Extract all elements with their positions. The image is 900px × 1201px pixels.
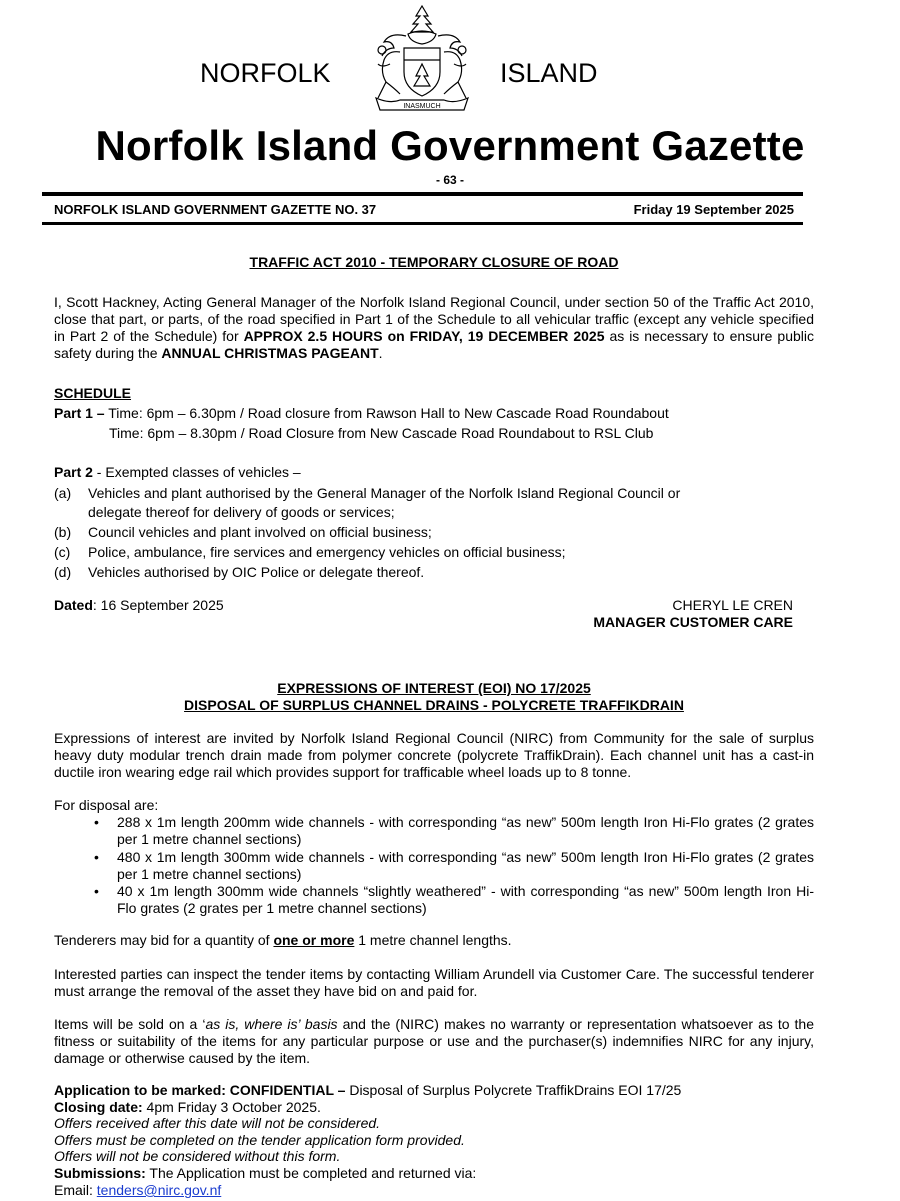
schedule-part1-line2: Time: 6pm – 8.30pm / Road Closure from New Cascade Road Roundabout to RSL Club — [109, 425, 654, 441]
schedule-part1-line1: Part 1 – Time: 6pm – 6.30pm / Road closure from Rawson Hall to New Cascade Road Roundabout — [54, 405, 669, 421]
eoi-heading: EXPRESSIONS OF INTEREST (EOI) NO 17/2025 — [277, 680, 591, 696]
schedule-heading: SCHEDULE — [54, 385, 132, 401]
application-marking: Application to be marked: CONFIDENTIAL – Disposal of Surplus Polycrete TraffikDrains EOI 17/25 — [54, 1082, 682, 1098]
dated-line: Dated: 16 September 2025 — [54, 597, 224, 613]
notice-intro-paragraph: I, Scott Hackney, Acting General Manager of the Norfolk Island Regional Council, under section 50 of the Traffic Act 2010, close that part, or parts, of the road specified in Part 1 of the Schedule to all vehicular traffic (except any vehicle specified in Part 2 of the Schedule) for APPROX 2.5 HOURS on FRIDAY, 19 DECEMBER 2025 as is necessary to ensure public safety during the ANNUAL CHRISTMAS PAGEANT. — [54, 294, 814, 361]
gazette-title: Norfolk Island Government Gazette — [95, 122, 805, 169]
bid-quantity-line: Tenderers may bid for a quantity of one or more 1 metre channel lengths. — [54, 932, 512, 948]
eoi-subheading: DISPOSAL OF SURPLUS CHANNEL DRAINS - POLYCRETE TRAFFIKDRAIN — [184, 697, 684, 713]
bullet-icon: • — [94, 883, 99, 899]
coat-of-arms-emblem — [360, 2, 485, 116]
exempt-item-b-label: (b) — [54, 524, 72, 540]
notice-heading-traffic: TRAFFIC ACT 2010 - TEMPORARY CLOSURE OF ROAD — [249, 254, 619, 270]
form-mandatory-note: Offers will not be considered without this form. — [54, 1148, 341, 1164]
exempt-item-c-text: Police, ambulance, fire services and emergency vehicles on official business; — [88, 544, 566, 560]
masthead-island: ISLAND — [500, 58, 598, 88]
signatory-name: CHERYL LE CREN — [672, 597, 793, 613]
disposal-label: For disposal are: — [54, 797, 159, 813]
signatory-title: MANAGER CUSTOMER CARE — [593, 614, 793, 630]
schedule-part2-heading: Part 2 - Exempted classes of vehicles – — [54, 464, 301, 480]
form-required-note: Offers must be completed on the tender application form provided. — [54, 1132, 465, 1148]
disposal-list-item: • 288 x 1m length 200mm wide channels - with corresponding “as new” 500m length Iron Hi-Flo grates (2 grates per 1 metre channel sections) — [94, 814, 814, 847]
gazette-issue: NORFOLK ISLAND GOVERNMENT GAZETTE NO. 37 — [54, 202, 377, 217]
exempt-item-d-label: (d) — [54, 564, 72, 580]
closing-date: Closing date: 4pm Friday 3 October 2025. — [54, 1099, 321, 1115]
as-is-paragraph: Items will be sold on a ‘as is, where is’ basis and the (NIRC) makes no warranty or representation whatsoever as to the fitness or suitability of the items for any particular purpose or use and the purchaser(s) indemnifies NIRC for any injury, damage or otherwise caused by the item. — [54, 1016, 815, 1066]
bullet-icon: • — [94, 849, 99, 865]
exempt-item-a-text: Vehicles and plant authorised by the General Manager of the Norfolk Island Regional Council or — [88, 485, 681, 501]
masthead-norfolk: NORFOLK — [200, 58, 331, 88]
exempt-item-b-text: Council vehicles and plant involved on official business; — [88, 524, 432, 540]
exempt-item-a-text-cont: delegate thereof for delivery of goods or services; — [88, 504, 395, 520]
bullet-icon: • — [94, 814, 99, 830]
page-number: - 63 - — [435, 173, 464, 187]
exempt-item-c-label: (c) — [54, 544, 71, 560]
eoi-intro-paragraph: Expressions of interest are invited by Norfolk Island Regional Council (NIRC) from Community for the sale of surplus heavy duty modular trench drain made from polymer concrete (polycrete TraffikDrain). Each channel unit has a cast-in ductile iron wearing edge rail which provides support for trafficable wheel loads up to 8 tonne. — [54, 730, 814, 780]
header-rule-bottom — [42, 222, 803, 225]
signatory-block — [593, 597, 793, 631]
header-rule-top — [42, 192, 803, 196]
motto-scroll-text: INASMUCH — [403, 103, 441, 110]
submissions-line: Submissions: The Application must be completed and returned via: — [54, 1165, 477, 1181]
exempt-item-a-label: (a) — [54, 485, 72, 501]
inspection-paragraph: Interested parties can inspect the tender items by contacting William Arundell via Customer Care. The successful tenderer must arrange the removal of the asset they have bid on and paid for. — [54, 966, 814, 999]
exempt-item-d-text: Vehicles authorised by OIC Police or delegate thereof. — [88, 564, 425, 580]
email-label: Email: — [54, 1182, 97, 1198]
late-offers-note: Offers received after this date will not be considered. — [54, 1115, 381, 1131]
email-link[interactable]: tenders@nirc.gov.nf — [96, 1182, 222, 1198]
disposal-list-item: • 480 x 1m length 300mm wide channels - with corresponding “as new” 500m length Iron Hi-Flo grates (2 grates per 1 metre channel sections) — [94, 849, 814, 882]
gazette-date: Friday 19 September 2025 — [633, 202, 794, 217]
email-line — [54, 1182, 221, 1199]
disposal-list-item: • 40 x 1m length 300mm wide channels “slightly weathered” - with corresponding “as new” 500m length Iron Hi-Flo grates (2 grates per 1 metre channel sections) — [94, 883, 814, 916]
